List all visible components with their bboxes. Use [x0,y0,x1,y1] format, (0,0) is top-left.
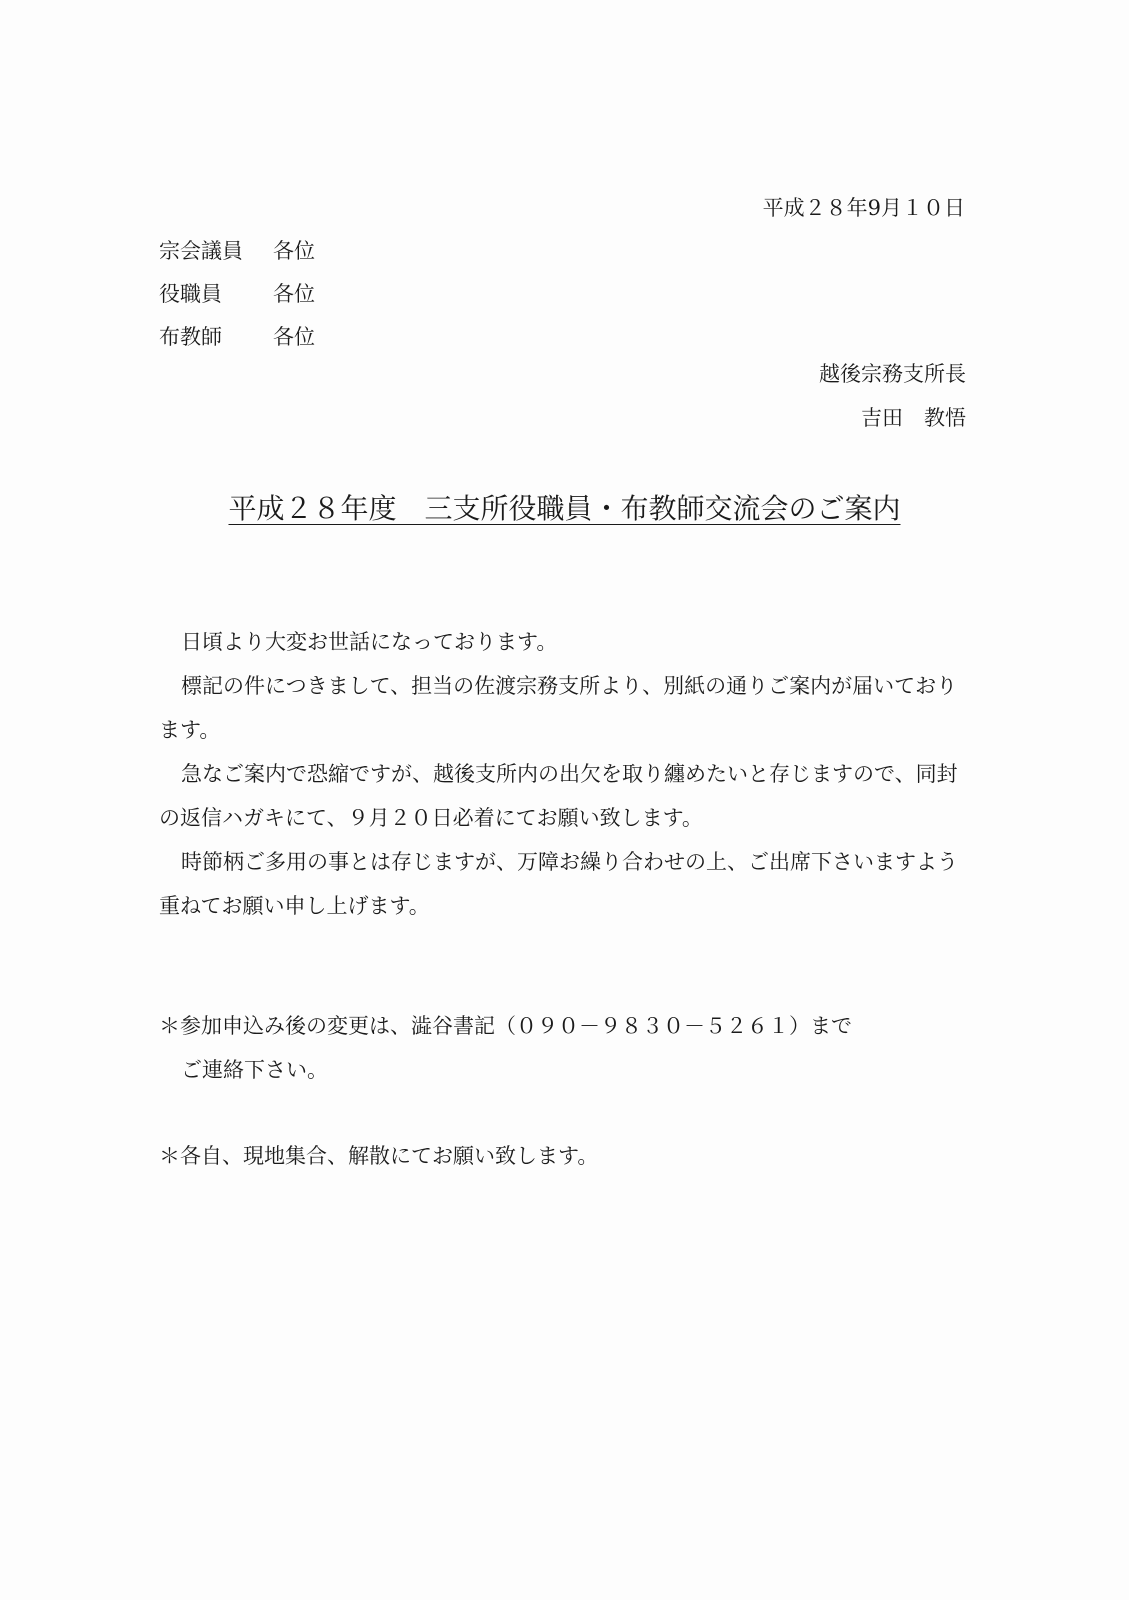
recipient-row [159,230,315,273]
recipient-suffix: 各位 [273,239,315,263]
recipient-role: 宗会議員 [159,239,243,263]
body-paragraph: 時節柄ご多用の事とは存じますが、万障お繰り合わせの上、ご出席下さいますよう重ねてお願い申し上げます。 [159,850,958,918]
recipient-role: 布教師 [159,325,222,349]
sender-name: 吉田 教悟 [861,406,966,430]
body-paragraph: 標記の件につきまして、担当の佐渡宗務支所より、別紙の通りご案内が届いております。 [159,674,958,742]
recipient-row [159,316,315,359]
sender-organization: 越後宗務支所長 [819,362,966,386]
document-title-text: 平成２８年度 三支所役職員・布教師交流会のご案内 [228,492,901,525]
recipient-suffix: 各位 [273,282,315,306]
document-title [140,487,989,527]
letter-body [159,620,971,928]
note-line: ご連絡下さい。 [181,1058,328,1082]
recipient-role: 役職員 [159,282,222,306]
recipient-suffix: 各位 [273,325,315,349]
recipient-row [159,273,315,316]
note-assembly [159,1134,949,1178]
body-paragraph: 急なご案内で恐縮ですが、越後支所内の出欠を取り纏めたいと存じますので、同封の返信ハガキにて、９月２０日必着にてお願い致します。 [159,762,958,830]
body-paragraph: 日頃より大変お世話になっております。 [181,630,558,654]
note-contact [159,1004,949,1092]
note-line: ＊参加申込み後の変更は、澁谷書記（０９０－９８３０－５２６１）まで [159,1014,852,1038]
letter-date: 平成２８年9月１０日 [762,196,965,220]
recipient-list [159,230,315,359]
note-line: ＊各自、現地集合、解散にてお願い致します。 [159,1144,599,1168]
